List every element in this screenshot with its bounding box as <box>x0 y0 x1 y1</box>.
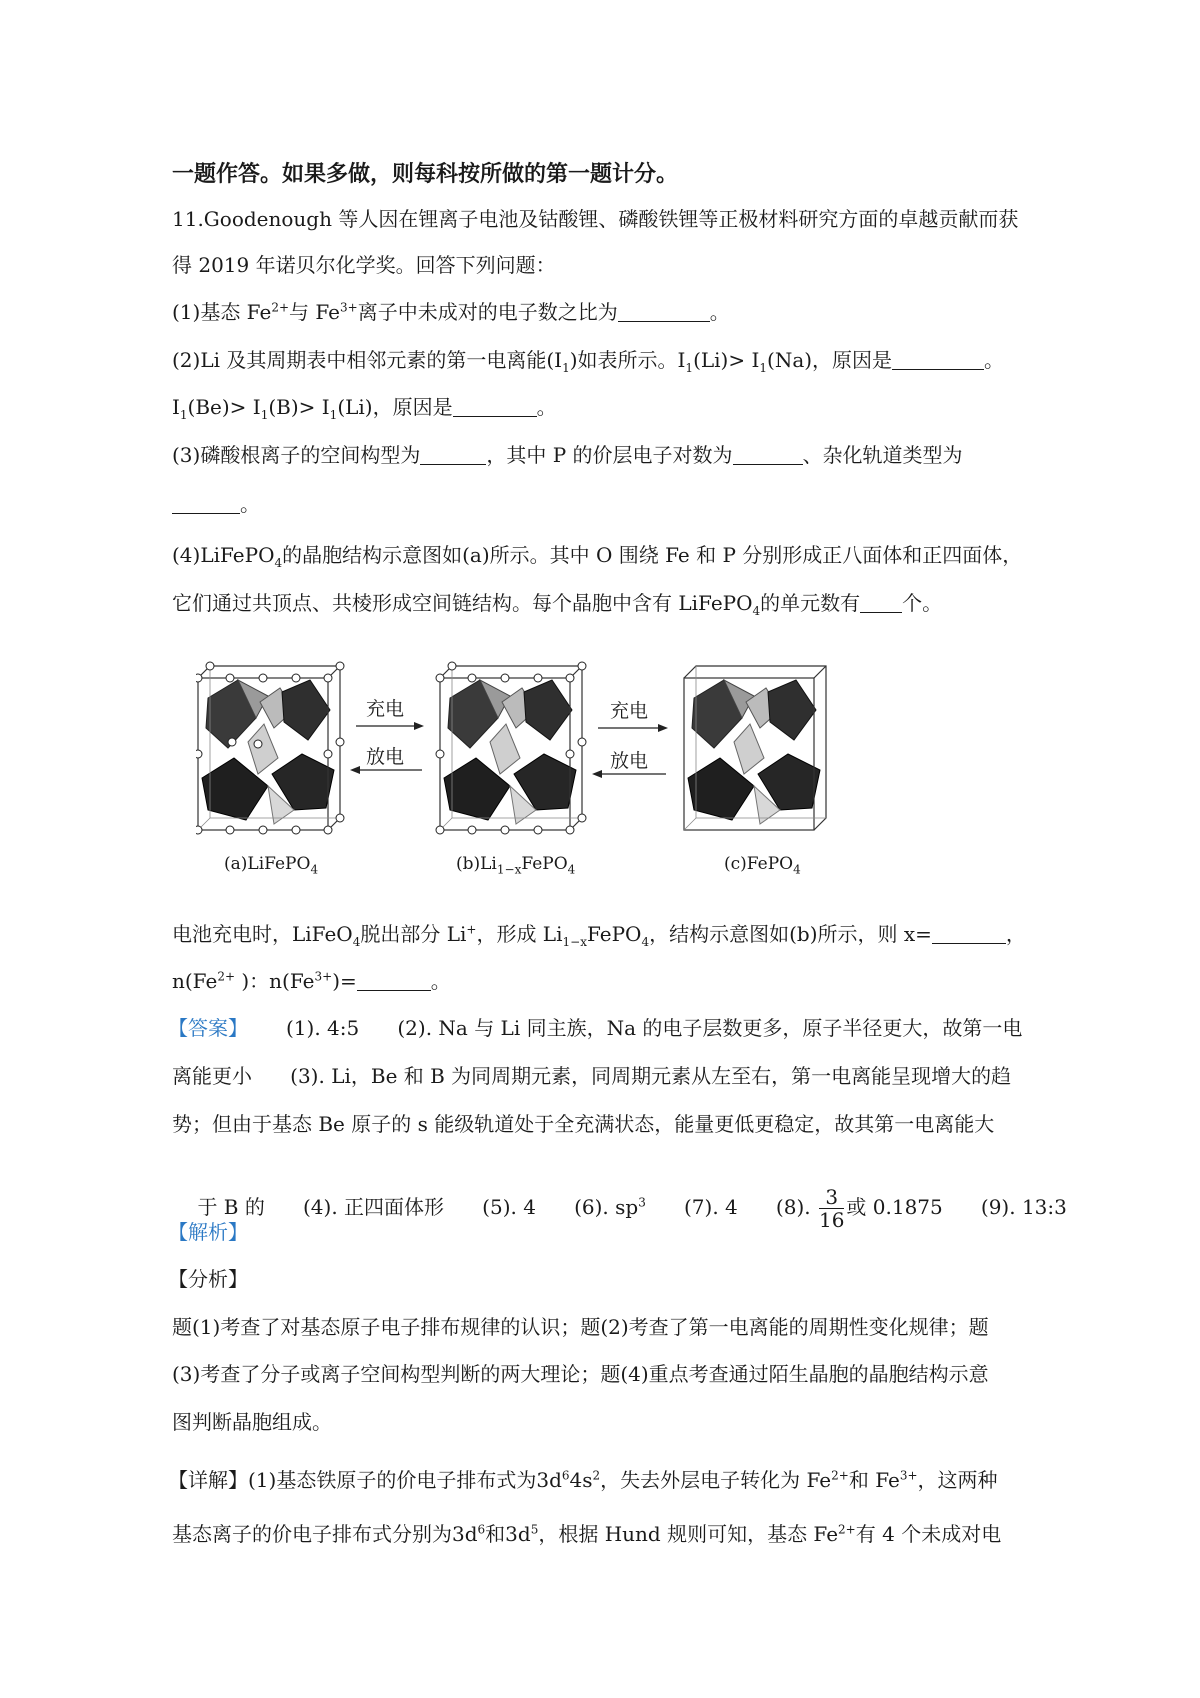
answer-blank <box>618 301 710 322</box>
answer-blank <box>420 444 486 465</box>
q11-part1: (1)基态 $Fe^{2+}$与 $Fe^{3+}$离子中未成对的电子数之比为 。 <box>172 300 730 324</box>
q11-part3-line2: 。 <box>172 490 260 518</box>
answer-tag: 【答案】 <box>168 1016 248 1040</box>
analysis-line1: 题(1)考查了对基态原子电子排布规律的认识；题(2)考查了第一电离能的周期性变化规律；题 <box>172 1315 989 1339</box>
answer-blank <box>932 923 1006 944</box>
answer-blank <box>172 493 240 514</box>
crystal-diagram <box>196 648 856 880</box>
detail-line2: 基态离子的价电子排布式分别为$3d^6$和$3d^5$，根据 Hund 规则可知，基态 $Fe^{2+}$有 4 个未成对电 <box>172 1522 1002 1546</box>
answer-blank <box>892 349 984 370</box>
detail-tag: 【详解】 <box>168 1468 248 1492</box>
crystal-structure-figure <box>196 648 856 880</box>
analysis-tag: 【解析】 <box>168 1220 248 1244</box>
detail-line1: 【详解】(1)基态铁原子的价电子排布式为$3d^64s^2$，失去外层电子转化为 $Fe^{2+}$和 $Fe^{3+}$，这两种 <box>168 1468 998 1492</box>
charge-label-1: 充电 <box>366 698 405 720</box>
discharge-label-1: 放电 <box>366 746 405 768</box>
q11-part4: (4)LiFePO$_4$的晶胞结构示意图如(a)所示。其中 O 围绕 Fe 和 P 分别形成正八面体和正四面体， <box>172 543 1023 570</box>
charge-label-2: 充电 <box>610 700 649 722</box>
cell-b <box>436 662 586 834</box>
caption-a: (a)LiFePO$_4$ <box>224 854 319 877</box>
answer-line1: 【答案】 (1). 4:5 (2). Na 与 Li 同主族，Na 的电子层数更多，原子半径更大，故第一电 <box>168 1016 1023 1040</box>
q11-part2-line2: $I_1(Be)> I_1(B)> I_1(Li)$，原因是 。 <box>172 395 557 422</box>
answer-blank <box>860 592 902 613</box>
analysis-sub-tag: 【分析】 <box>168 1267 248 1291</box>
answer-blank <box>733 444 803 465</box>
analysis-line2: (3)考查了分子或离子空间构型判断的两大理论；题(4)重点考查通过陌生晶胞的晶胞结构示意 <box>172 1362 989 1386</box>
discharge-label-2: 放电 <box>610 750 649 772</box>
q11-part2: (2)Li 及其周期表中相邻元素的第一电离能$(I_1)$如表所示。$I_1(Li)> I_1(Na)$，原因是 。 <box>172 348 1005 375</box>
fraction-3-16: $\frac{3}{16}$ <box>818 1185 845 1232</box>
q11-part4-line4: $n(Fe^{2+}$ )：$n(Fe^{3+})=$ 。 <box>172 969 451 993</box>
answer-blank <box>357 970 431 991</box>
analysis-line3: 图判断晶胞组成。 <box>172 1410 332 1434</box>
answer-line2: 离能更小 (3). Li，Be 和 B 为同周期元素，同周期元素从左至右，第一电离能呈现增大的趋 <box>172 1064 1012 1088</box>
answer-blank <box>453 396 537 417</box>
answer-line3: 势；但由于基态 Be 原子的 s 能级轨道处于全充满状态，能量更低更稳定，故其第一电离能大 <box>172 1112 995 1136</box>
cell-c <box>684 666 826 830</box>
q11-part3: (3)磷酸根离子的空间构型为 ，其中 P 的价层电子对数为 、杂化轨道类型为 <box>172 443 963 467</box>
caption-c: (c)FePO$_4$ <box>724 854 801 877</box>
section-header: 一题作答。如果多做，则每科按所做的第一题计分。 <box>172 161 679 187</box>
cell-a <box>196 662 344 834</box>
q11-intro-line2: 得 2019 年诺贝尔化学奖。回答下列问题： <box>172 253 556 277</box>
q11-part4-line2: 它们通过共顶点、共棱形成空间链结构。每个晶胞中含有 LiFePO$_4$的单元数有 个。 <box>172 591 943 618</box>
q11-part4-line3: 电池充电时，LiFeO$_4$脱出部分 Li+，形成 $Li_{1-x}FePO_4$，结构示意图如(b)所示，则 x= ， <box>172 922 1026 949</box>
answer-line4: 于 B 的 (4). 正四面体形 (5). 4 (6). $sp^3$ (7). 4 (8). $\frac{3}{16}$ 或 0.1875 (9). 13:3 <box>197 1185 1067 1232</box>
q11-intro-line1: 11.Goodenough 等人因在锂离子电池及钴酸锂、磷酸铁锂等正极材料研究方面的卓越贡献而获 <box>172 207 1019 231</box>
caption-b: $(b)Li_{1-x}FePO_4$ <box>456 854 576 877</box>
